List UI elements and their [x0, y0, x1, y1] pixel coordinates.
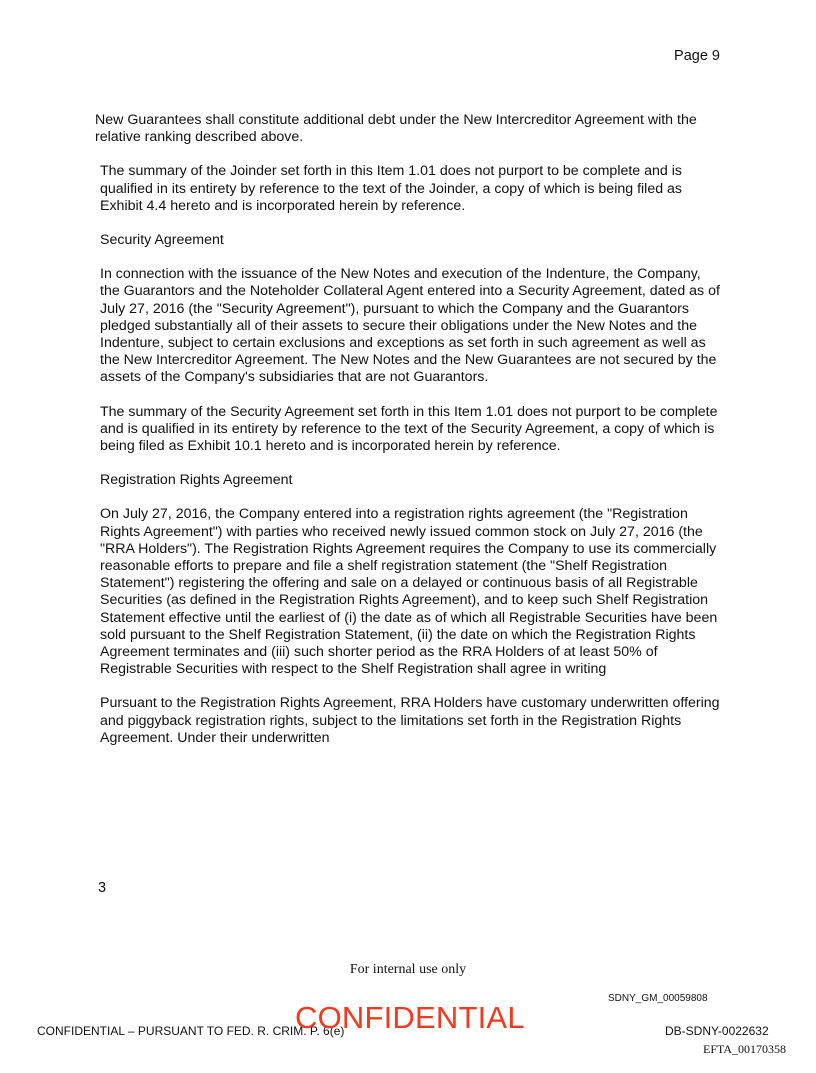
section-heading: Security Agreement — [100, 232, 224, 249]
document-body — [95, 112, 723, 764]
paragraph: In connection with the issuance of the New Notes and execution of the Indenture, the Company, the Guarantors and the Noteholder Collateral Agent entered into a Security Agreement, dated as of July 27, 2016 (the "Security Agreement"), pursuant to which the Company and the Guarantors pledged substantially all of their assets to secure their obligations under the New Notes and the Indenture, subject to certain exclusions and exceptions as set forth in such agreement as well as the New Intercreditor Agreement. The New Notes and the New Guarantees are not secured by the assets of the Company's subsidiaries that are not Guarantors. — [100, 266, 720, 386]
section-heading: Registration Rights Agreement — [100, 472, 293, 489]
paragraph: On July 27, 2016, the Company entered into a registration rights agreement (the "Registration Rights Agreement") with parties who received newly issued common stock on July 27, 2016 (the "RRA Holders"). The Registration Rights Agreement requires the Company to use its commercially reasonable efforts to prepare and file a shelf registration statement (the "Shelf Registration Statement") registering the offering and sale on a delayed or continuous basis of all Registrable Securities (as defined in the Registration Rights Agreement), and to keep such Shelf Registration Statement effective until the earliest of (i) the date as of which all Registrable Securities have been sold pursuant to the Shelf Registration Statement, (ii) the date on which the Registration Rights Agreement terminates and (iii) such shorter period as the RRA Holders of at least 50% of Registrable Securities with respect to the Shelf Registration shall agree in writing — [100, 506, 718, 678]
paragraph: The summary of the Joinder set forth in this Item 1.01 does not purport to be complete and is qualified in its entirety by reference to the text of the Joinder, a copy of which is being filed as Exhibit 4.4 hereto and is incorporated herein by reference. — [100, 163, 683, 214]
paragraph: The summary of the Security Agreement set forth in this Item 1.01 does not purport to be complete and is qualified in its entirety by reference to the text of the Security Agreement, a copy of which is being filed as Exhibit 10.1 hereto and is incorporated herein by reference. — [100, 403, 718, 455]
page-label: Page 9 — [674, 48, 720, 64]
bates-sdny-id: SDNY_GM_00059808 — [608, 993, 708, 1004]
paragraph: New Guarantees shall constitute additional debt under the New Intercreditor Agreement with the relative ranking described above. — [95, 112, 697, 146]
paragraph: Pursuant to the Registration Rights Agreement, RRA Holders have customary underwritten offering and piggyback registration rights, subject to the limitations set forth in the Registration Rights Agreement. Under their underwritten — [100, 695, 720, 746]
bates-efta-id: EFTA_00170358 — [703, 1042, 787, 1056]
bates-db-id: DB-SDNY-0022632 — [665, 1024, 769, 1038]
footer-page-number: 3 — [98, 880, 107, 896]
confidential-stamp: CONFIDENTIAL — [295, 1000, 525, 1035]
internal-use-note: For internal use only — [349, 962, 467, 977]
confidentiality-notice: CONFIDENTIAL – PURSUANT TO FED. R. CRIM. P. 6(e) — [37, 1024, 345, 1038]
